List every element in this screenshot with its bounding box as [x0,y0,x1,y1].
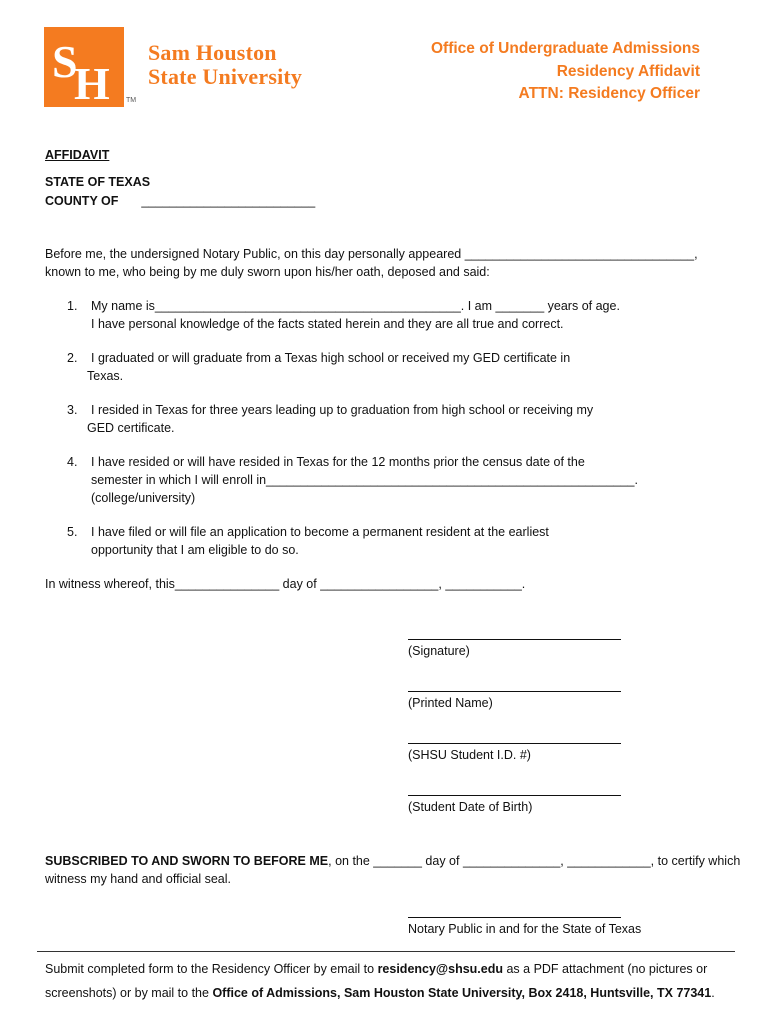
item-line[interactable]: semester in which I will enroll in_____________________________________________________. [91,473,638,487]
county-label: COUNTY OF [45,194,119,208]
svg-text:H: H [74,58,110,107]
printed-name-label: (Printed Name) [408,696,493,710]
item-line: I have resided or will have resided in Texas for the 12 months prior the census date of the [91,455,585,469]
item-line: GED certificate. [87,421,175,435]
student-id-field[interactable] [408,732,648,763]
item-number: 2. [67,351,78,365]
university-name [148,41,302,89]
university-name-line1: Sam Houston [148,40,277,65]
item-line: (college/university) [91,491,196,505]
footer-text-1: Submit completed form to the Residency Officer by email to [45,962,378,976]
university-name-line2: State University [148,64,303,89]
item-line: opportunity that I am eligible to do so. [91,543,299,557]
office-heading-line2: Residency Affidavit [556,62,700,80]
student-id-label: (SHSU Student I.D. #) [408,748,531,762]
footer-divider [37,951,735,952]
county-blank[interactable]: _________________________ [141,194,316,208]
sh-monogram-icon [44,27,124,107]
list-item [67,297,627,333]
office-heading [431,38,700,106]
office-heading-line3: ATTN: Residency Officer [518,85,700,102]
footer-mail-address: Office of Admissions, Sam Houston State University, Box 2418, Huntsville, TX 77341 [212,986,712,1000]
signature-line[interactable] [408,628,621,640]
student-id-line[interactable] [408,732,621,744]
intro-line-1: Before me, the undersigned Notary Public, on this day personally appeared _________________________________, [45,247,698,261]
sworn-rest[interactable]: , on the _______ day of ______________, ____________, to certify which [328,854,741,868]
dob-label: (Student Date of Birth) [408,800,533,814]
list-item [67,401,627,437]
list-item [67,523,627,559]
item-line: I have personal knowledge of the facts stated herein and they are all true and correct. [91,317,564,331]
item-number: 1. [67,299,78,313]
footer-text-4: . [711,986,715,1000]
sworn-bold: SUBSCRIBED TO AND SWORN TO BEFORE ME [45,854,329,868]
footer-text-2: as a PDF attachment (no pictures or [503,962,708,976]
footer-email-link[interactable]: residency@shsu.edu [377,962,503,976]
signature-field[interactable] [408,628,648,659]
state-label: STATE OF TEXAS [45,175,151,189]
list-item [67,349,627,385]
dob-field[interactable] [408,784,648,815]
item-line: I resided in Texas for three years leading up to graduation from high school or receiving my [91,403,594,417]
office-heading-line1: Office of Undergraduate Admissions [431,40,700,57]
affidavit-title: AFFIDAVIT [45,148,110,162]
item-line[interactable]: My name is____________________________________________. I am _______ years of age. [91,299,620,313]
list-item [67,453,638,507]
item-line: Texas. [87,369,124,383]
svg-text:S: S [52,36,78,87]
sworn-statement-line2: witness my hand and official seal. [45,872,231,886]
item-number: 3. [67,403,78,417]
item-line: I graduated or will graduate from a Texas high school or received my GED certificate in [91,351,571,365]
notary-label: Notary Public in and for the State of Texas [408,922,642,936]
notary-field[interactable] [408,906,648,937]
printed-name-field[interactable] [408,680,648,711]
witness-line[interactable]: In witness whereof, this_______________ day of _________________, ___________. [45,577,526,591]
signature-label: (Signature) [408,644,470,658]
item-line: I have filed or will file an application to become a permanent resident at the earliest [91,525,549,539]
item-number: 5. [67,525,78,539]
dob-line[interactable] [408,784,621,796]
trademark-mark: TM [126,97,137,104]
intro-line-2: known to me, who being by me duly sworn upon his/her oath, deposed and said: [45,265,490,279]
sworn-statement-line1[interactable] [45,852,740,870]
footer-text-3: screenshots) or by mail to the [45,986,213,1000]
county-row [45,192,315,210]
notary-line[interactable] [408,906,621,918]
submission-instructions [45,957,725,1005]
item-number: 4. [67,455,78,469]
printed-name-line[interactable] [408,680,621,692]
